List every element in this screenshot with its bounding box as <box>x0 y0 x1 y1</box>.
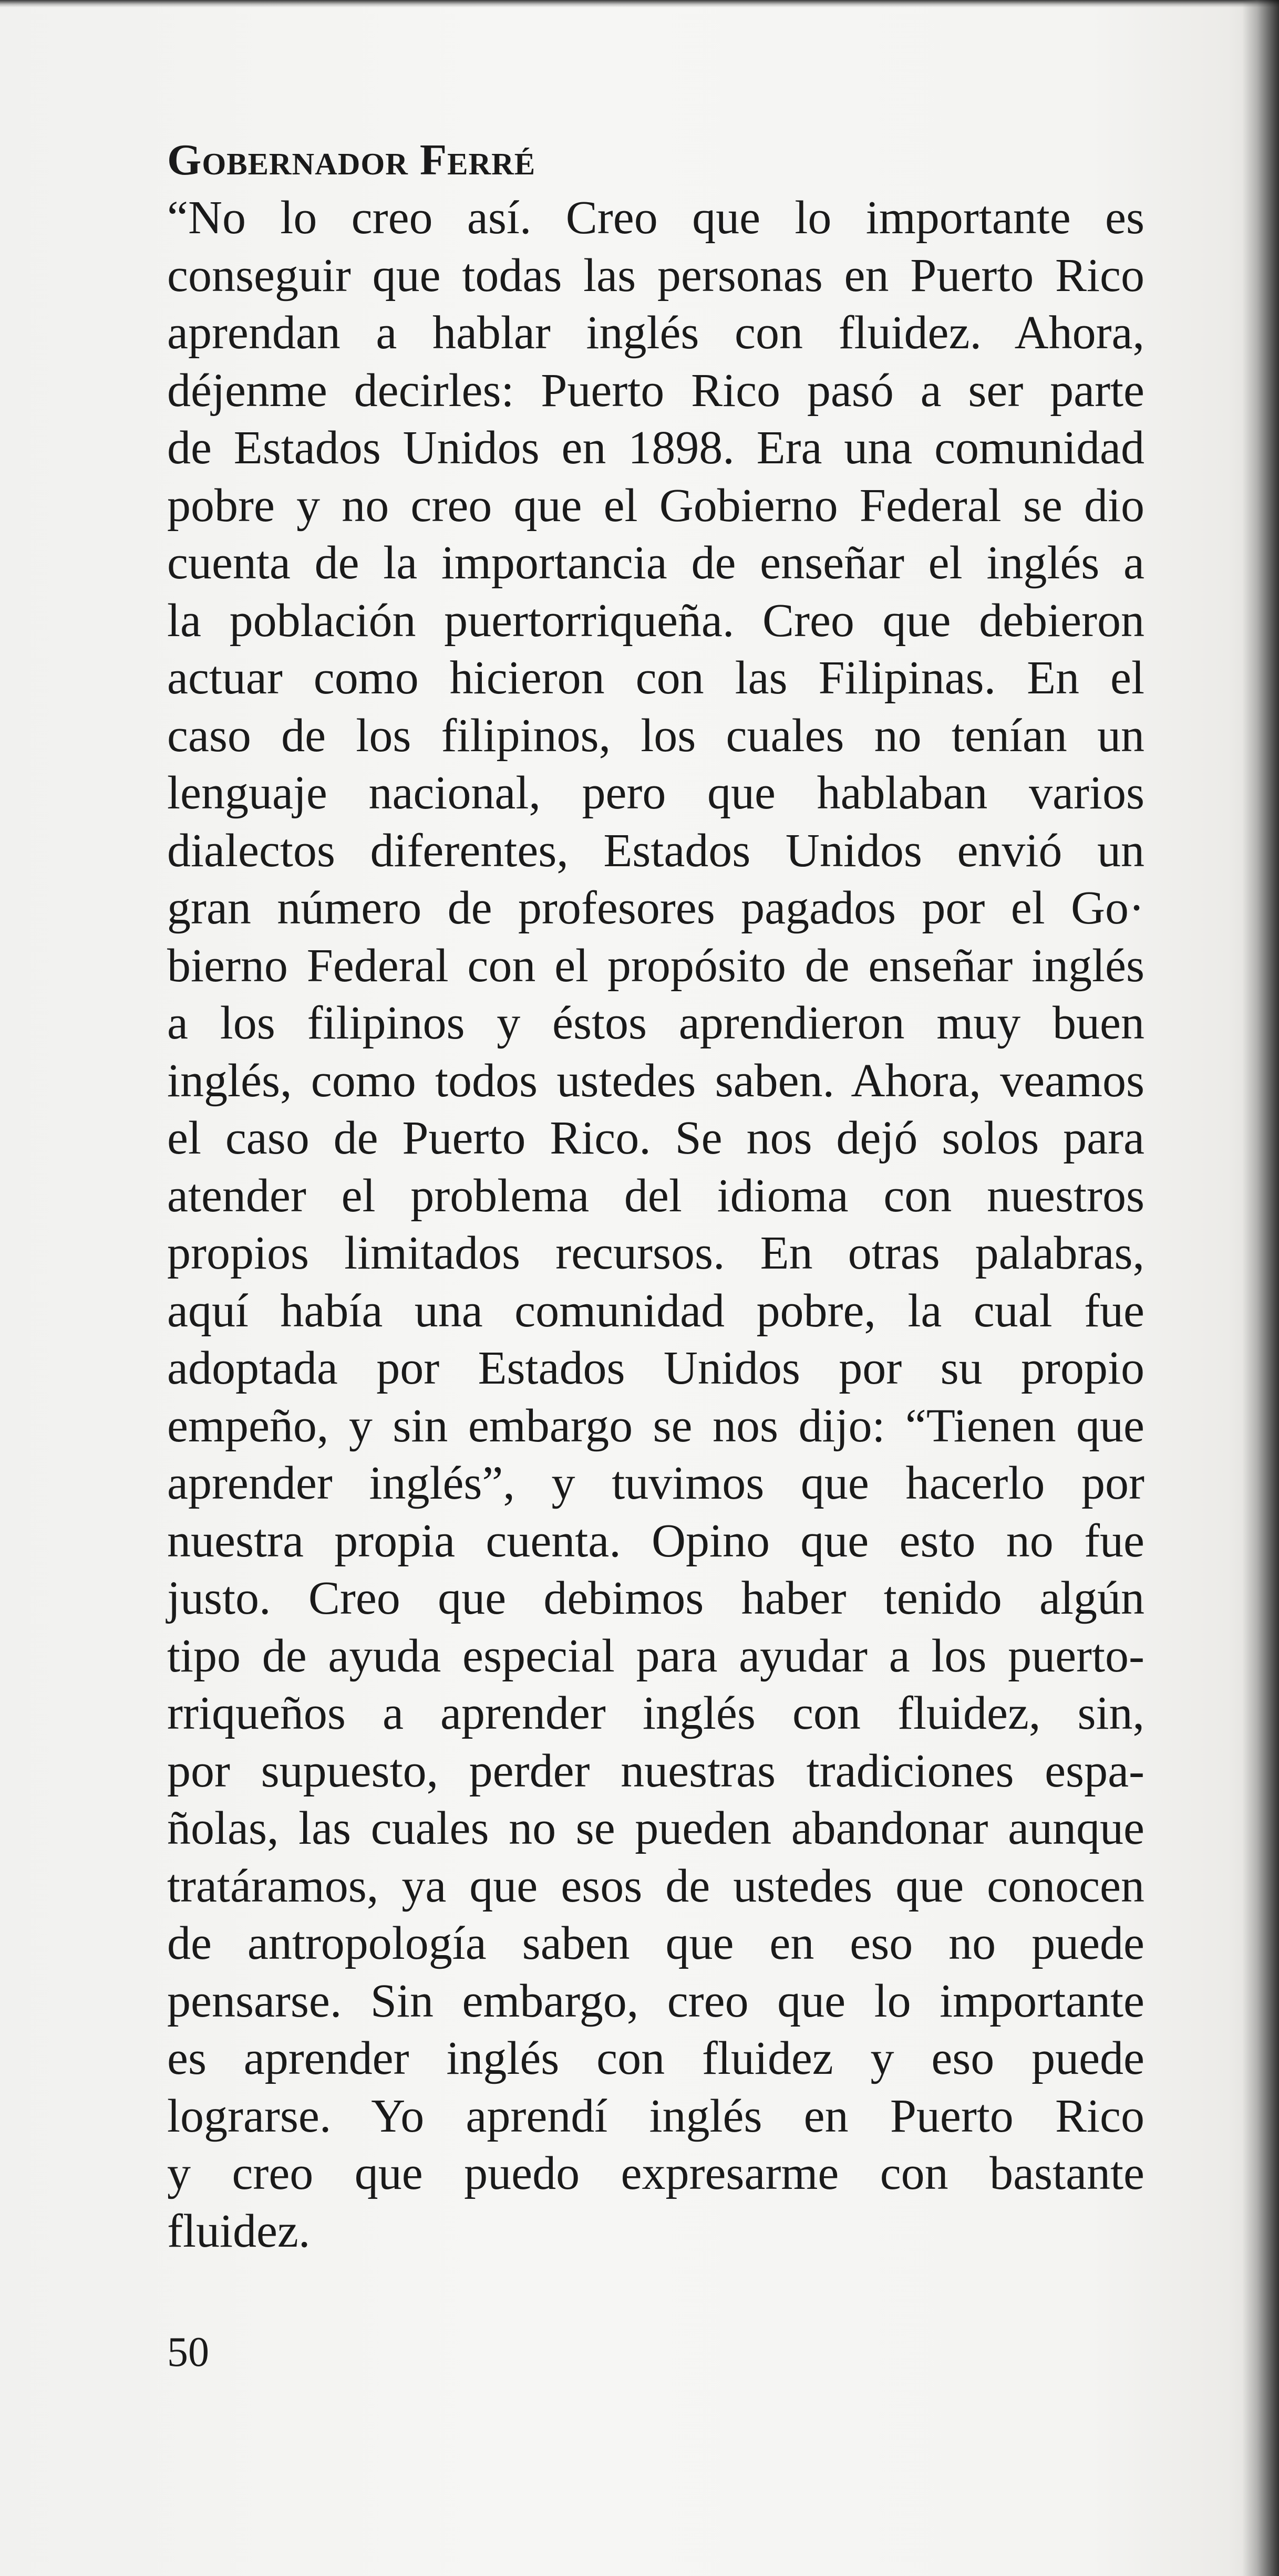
paragraph-line: fluidez. <box>167 2205 311 2257</box>
paragraph-line: aprender inglés”, y tuvimos que hacerlo por <box>167 1457 1144 1509</box>
paragraph-line: el caso de Puerto Rico. Se nos dejó solos para <box>167 1112 1144 1164</box>
paragraph-line: pensarse. Sin embargo, creo que lo importante <box>167 1975 1144 2027</box>
text-block <box>167 131 1144 2260</box>
speech-paragraph <box>167 189 1144 2260</box>
paragraph-line: dialectos diferentes, Estados Unidos envió un <box>167 824 1144 877</box>
paragraph-line: es aprender inglés con fluidez y eso puede <box>167 2032 1144 2084</box>
paragraph-line: bierno Federal con el propósito de enseñar inglés <box>167 939 1144 992</box>
paragraph-line: nuestra propia cuenta. Opino que esto no fue <box>167 1514 1144 1567</box>
page-number: 50 <box>167 2329 209 2375</box>
paragraph-line: caso de los filipinos, los cuales no tenían un <box>167 709 1144 762</box>
paragraph-line: cuenta de la importancia de enseñar el inglés a <box>167 537 1144 589</box>
paragraph-line: pobre y no creo que el Gobierno Federal se dio <box>167 479 1144 532</box>
speaker-heading: Gobernador Ferré <box>167 136 536 184</box>
paragraph-line: actuar como hicieron con las Filipinas. En el <box>167 652 1144 704</box>
paragraph-line: la población puertorriqueña. Creo que debieron <box>167 594 1144 647</box>
paragraph-line: aquí había una comunidad pobre, la cual fue <box>167 1284 1144 1337</box>
paragraph-line: adoptada por Estados Unidos por su propio <box>167 1342 1144 1394</box>
paragraph-line: y creo que puedo expresarme con bastante <box>167 2147 1144 2199</box>
paragraph-line: lograrse. Yo aprendí inglés en Puerto Rico <box>167 2090 1144 2142</box>
paragraph-line: conseguir que todas las personas en Puerto Rico <box>167 249 1144 302</box>
paragraph-line: propios limitados recursos. En otras palabras, <box>167 1227 1144 1279</box>
paragraph-line: rriqueños a aprender inglés con fluidez, sin, <box>167 1687 1144 1739</box>
page-top-edge-shadow <box>0 0 1279 7</box>
paragraph-line: a los filipinos y éstos aprendieron muy buen <box>167 997 1144 1049</box>
paragraph-line: justo. Creo que debimos haber tenido algún <box>167 1572 1144 1624</box>
paragraph-line: tratáramos, ya que esos de ustedes que conocen <box>167 1860 1144 1912</box>
paragraph-line: por supuesto, perder nuestras tradiciones espa- <box>167 1744 1144 1797</box>
paragraph-line: de Estados Unidos en 1898. Era una comunidad <box>167 422 1144 474</box>
paragraph-line: tipo de ayuda especial para ayudar a los puerto- <box>167 1629 1144 1682</box>
paragraph-line: inglés, como todos ustedes saben. Ahora, veamos <box>167 1054 1144 1107</box>
paragraph-line: de antropología saben que en eso no puede <box>167 1917 1144 1969</box>
paragraph-line: atender el problema del idioma con nuestros <box>167 1169 1144 1222</box>
paragraph-line: aprendan a hablar inglés con fluidez. Ahora, <box>167 307 1144 359</box>
paragraph-line: gran número de profesores pagados por el Go· <box>167 882 1144 934</box>
paragraph-line: ñolas, las cuales no se pueden abandonar aunque <box>167 1802 1144 1854</box>
paragraph-line: “No lo creo así. Creo que lo importante es <box>167 192 1144 244</box>
paragraph-line: lenguaje nacional, pero que hablaban varios <box>167 767 1144 819</box>
paragraph-line: empeño, y sin embargo se nos dijo: “Tienen que <box>167 1399 1144 1452</box>
page-binding-shadow <box>1242 0 1279 2576</box>
paragraph-line: déjenme decirles: Puerto Rico pasó a ser parte <box>167 364 1144 417</box>
